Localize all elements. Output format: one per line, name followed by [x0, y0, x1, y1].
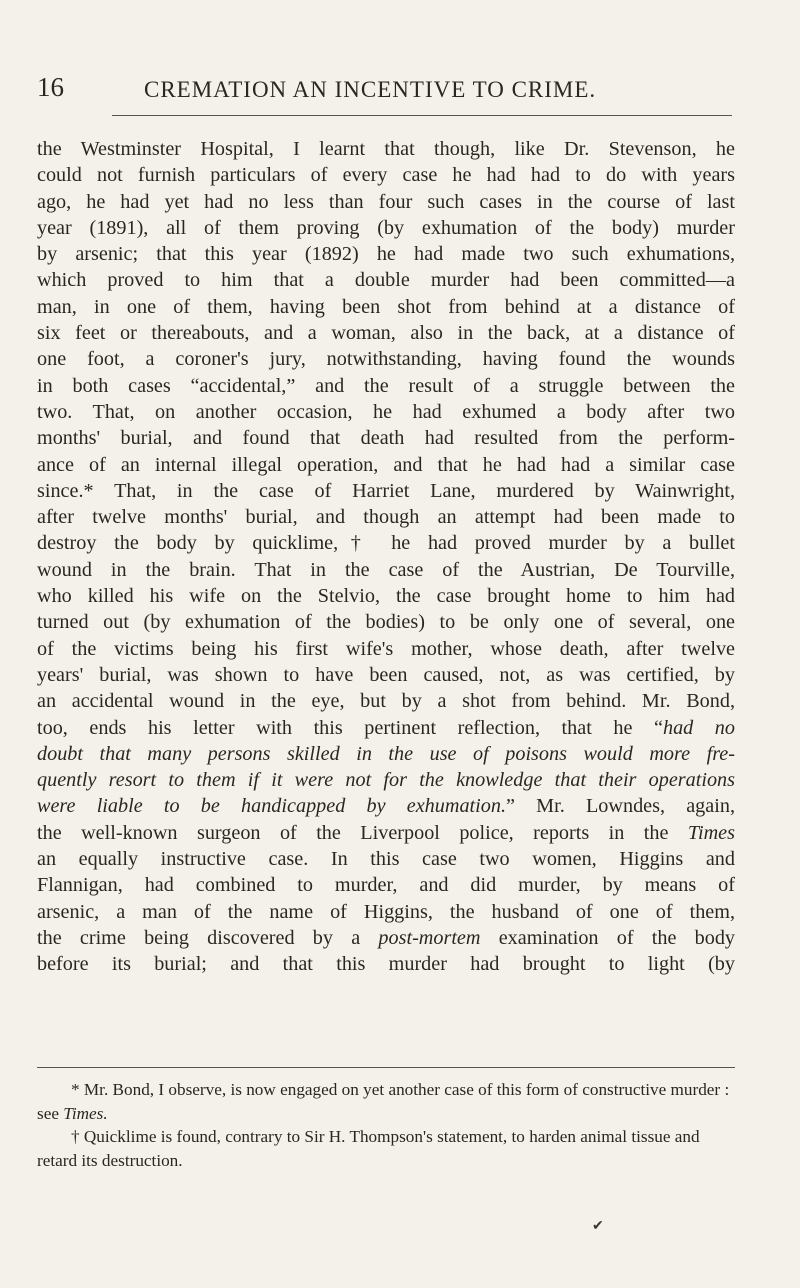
footnote-1 — [37, 1078, 735, 1125]
text-line: one foot, a coroner's jury, notwithstanding, having found the wounds — [37, 348, 735, 371]
footnote-text: animal tissue and retard its destruction. — [37, 1127, 700, 1170]
text-line: years' burial, was shown to have been caused, not, as was certified, by — [37, 663, 735, 686]
text-line: months' burial, and found that death had resulted from the perform- — [37, 427, 735, 450]
body-text — [37, 136, 735, 978]
text-line: the Westminster Hospital, I learnt that though, like Dr. Stevenson, he — [37, 138, 735, 160]
text-line: of the victims being his first wife's mother, whose death, after twelve — [37, 637, 735, 660]
text-line: before its burial; and that this murder had brought to light (by — [37, 953, 735, 976]
footnotes — [37, 1078, 735, 1172]
text-segment: ” Mr. Lowndes, again, — [506, 795, 735, 818]
text-line — [37, 741, 735, 767]
post-mortem-italic: post-mortem — [378, 926, 481, 949]
page-number: 16 — [37, 72, 64, 102]
text-line: after twelve months' burial, and though an attempt had been made to — [37, 506, 735, 529]
text-line — [37, 820, 735, 846]
text-segment: too, ends his letter with this pertinent reflection, that he “ — [37, 716, 663, 739]
header-rule — [112, 115, 732, 116]
text-line: since.* That, in the case of Harriet Lane, murdered by Wainwright, — [37, 479, 735, 502]
text-line: year (1891), all of them proving (by exhumation of the body) murder — [37, 216, 735, 239]
footnote-text: of constructive murder : see — [37, 1080, 730, 1123]
quote-italic: quently resort to them if it were not for the knowledge that their operations — [37, 769, 735, 792]
text-line: in both cases “accidental,” and the result of a struggle between the — [37, 374, 735, 397]
text-line: arsenic, a man of the name of Higgins, the husband of one of them, — [37, 900, 735, 923]
footnote-times-italic: Times. — [63, 1103, 108, 1123]
text-line — [37, 793, 735, 819]
footnote-2 — [37, 1125, 735, 1172]
text-line: ago, he had yet had no less than four such cases in the course of last — [37, 190, 735, 213]
quote-italic: doubt that many persons skilled in the use of poisons would more fre- — [37, 742, 735, 765]
text-segment: examination of the body — [498, 926, 736, 949]
text-line — [37, 715, 735, 741]
text-line — [37, 925, 735, 951]
text-line: by arsenic; that this year (1892) he had made two such exhumations, — [37, 243, 735, 266]
text-line: which proved to him that a double murder had been committed—a — [37, 269, 735, 292]
text-line: wound in the brain. That in the case of the Austrian, De Tourville, — [37, 558, 735, 581]
text-line: Flannigan, had combined to murder, and did murder, by means of — [37, 874, 735, 897]
text-segment: the crime being discovered by a — [37, 926, 361, 949]
footnote-text: * Mr. Bond, I observe, is now engaged on yet another case of this form — [71, 1080, 560, 1099]
text-line: an accidental wound in the eye, but by a shot from behind. Mr. Bond, — [37, 690, 735, 713]
footnote-text: † Quicklime is found, contrary to Sir H. Thompson's statement, to harden — [71, 1127, 576, 1146]
stray-mark-icon: ✔ — [592, 1219, 604, 1234]
text-line: turned out (by exhumation of the bodies) to be only one of several, one — [37, 611, 735, 634]
text-line: an equally instructive case. In this case two women, Higgins and — [37, 848, 735, 871]
text-line: man, in one of them, having been shot from behind at a distance of — [37, 295, 735, 318]
quote-italic: had no — [662, 716, 735, 739]
text-line: two. That, on another occasion, he had exhumed a body after two — [37, 400, 735, 423]
text-line: ance of an internal illegal operation, and that he had had a similar case — [37, 453, 735, 476]
quote-italic: were liable to be handicapped by exhumation. — [37, 795, 506, 818]
text-line: six feet or thereabouts, and a woman, also in the back, at a distance of — [37, 322, 735, 345]
text-segment: the well-known surgeon of the Liverpool police, reports in the — [37, 821, 669, 844]
running-head: CREMATION AN INCENTIVE TO CRIME. — [144, 77, 597, 102]
text-line: who killed his wife on the Stelvio, the case brought home to him had — [37, 585, 735, 608]
times-italic: Times — [687, 821, 735, 844]
text-line: could not furnish particulars of every case he had had to do with years — [37, 164, 735, 187]
text-line: destroy the body by quicklime,† he had proved murder by a bullet — [37, 532, 735, 555]
footnote-rule — [37, 1067, 735, 1068]
text-line — [37, 767, 735, 793]
